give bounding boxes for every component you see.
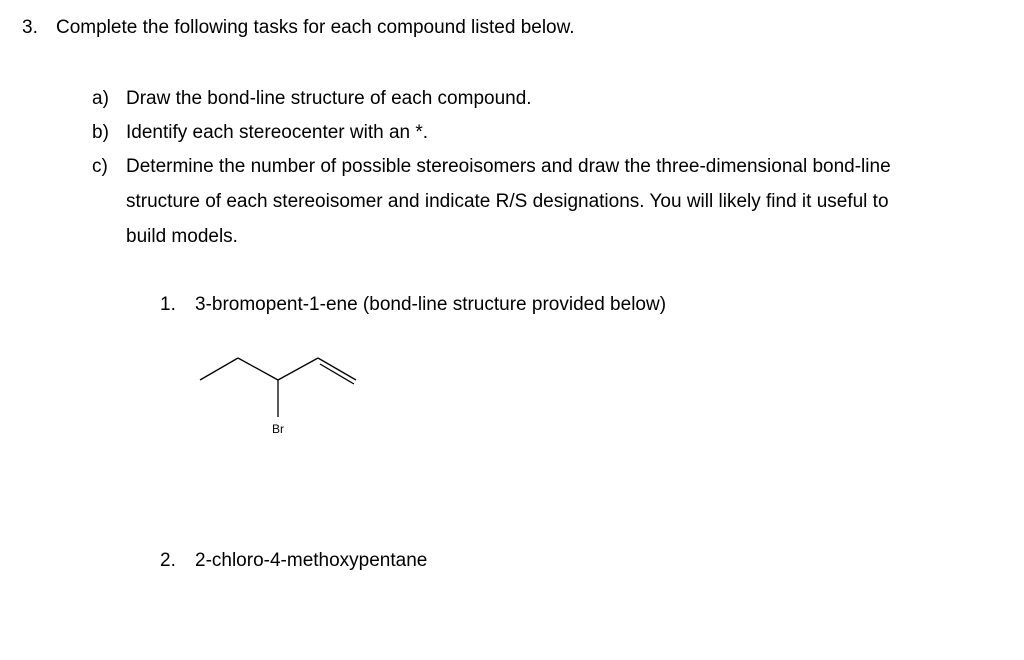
bond-line-structure — [190, 345, 370, 445]
task-c-text-line-2: structure of each stereoisomer and indicate R/S designations. You will likely find it useful to — [126, 191, 889, 212]
task-c-letter: c) — [92, 156, 108, 177]
compound-2-number: 2. — [160, 550, 176, 571]
bond-c3-c2 — [278, 358, 318, 380]
task-c-text-line-3: build models. — [126, 226, 238, 247]
bond-c4-c3 — [238, 358, 278, 380]
compound-2-name: 2-chloro-4-methoxypentane — [195, 550, 428, 571]
task-c-text-line-1: Determine the number of possible stereoisomers and draw the three-dimensional bond-line — [126, 156, 891, 177]
task-a-text: Draw the bond-line structure of each compound. — [126, 88, 532, 109]
question-prompt: Complete the following tasks for each compound listed below. — [56, 17, 575, 38]
compound-1-number: 1. — [160, 294, 176, 315]
compound-1-name: 3-bromopent-1-ene (bond-line structure provided below) — [195, 294, 667, 315]
task-b-letter: b) — [92, 122, 109, 143]
task-b-text: Identify each stereocenter with an *. — [126, 122, 429, 143]
task-a-letter: a) — [92, 88, 109, 109]
double-bond-c2-c1-inner — [320, 364, 354, 384]
double-bond-c2-c1 — [318, 358, 356, 380]
bromine-label: Br — [272, 422, 284, 436]
bond-c5-c4 — [200, 358, 238, 380]
question-number: 3. — [22, 17, 38, 38]
